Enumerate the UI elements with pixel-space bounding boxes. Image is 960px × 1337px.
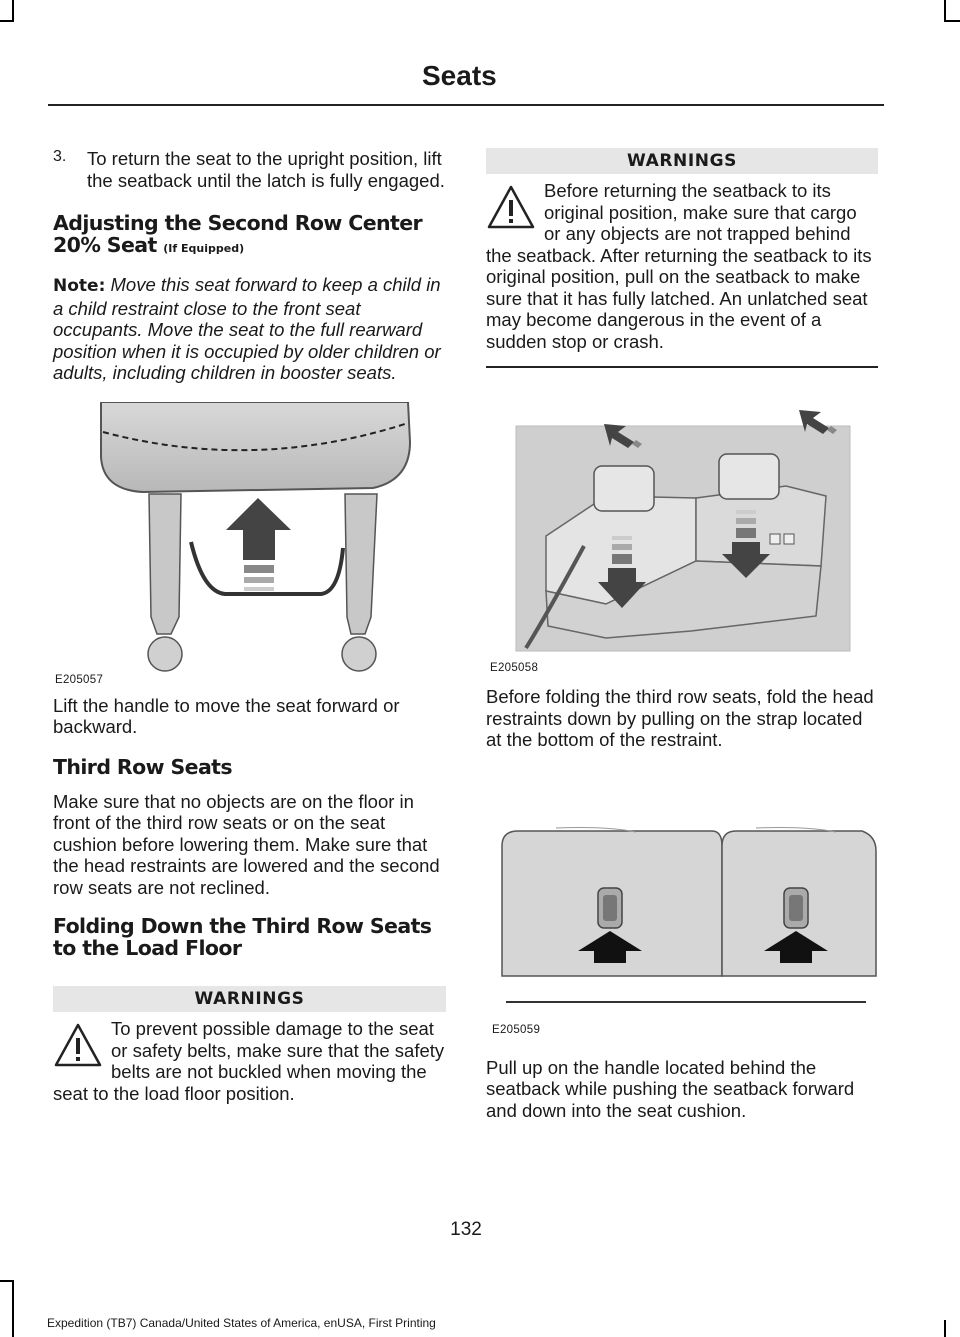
figure-code: E205059 (492, 1023, 541, 1036)
section-heading-second-row (53, 212, 446, 260)
warning-box (53, 986, 446, 1104)
left-column (53, 148, 446, 1104)
seatback-handles-illustration (486, 776, 878, 1040)
warning-box (486, 148, 878, 368)
section-qualifier: (If Equipped) (163, 242, 245, 255)
pull-paragraph: Pull up on the handle located behind the seatback while pushing the seatback forward and down into the seat cushion. (486, 1056, 855, 1121)
section-heading-third-row: Third Row Seats (53, 754, 232, 779)
warning-triangle-icon (53, 1022, 103, 1068)
figure-code: E205058 (490, 662, 539, 674)
warning-text: To prevent possible damage to the seat or safety belts, make sure that the safety belts are not buckled when moving the seat to the load floor position. (53, 1018, 445, 1104)
crop-mark (0, 20, 14, 22)
step-number: 3. (53, 148, 67, 165)
figure-seatback-handles (486, 776, 878, 1040)
right-column (486, 148, 878, 1121)
crop-mark (944, 1320, 946, 1337)
head-restraints-illustration (486, 386, 878, 668)
warning-text: Before returning the seatback to its original position, make sure that cargo or any objects are not trapped behind the seatback. After returning the seatback to its original position, pull on the seatback to make sure that it has fully latched. An unlatched seat may become dangerous in the event of a sudden stop or crash. (486, 180, 872, 352)
fold-paragraph: Before folding the third row seats, fold the head restraints down by pulling on the strap located at the bottom of the restraint. (486, 686, 874, 750)
crop-mark (944, 0, 946, 22)
step-text: To return the seat to the upright position, lift the seatback until the latch is fully engaged. (87, 148, 445, 191)
crop-mark (0, 1280, 14, 1282)
publication-footer: Expedition (TB7) Canada/United States of America, enUSA, First Printing (47, 1316, 436, 1330)
figure-code: E205057 (55, 673, 104, 686)
figure-seat-handle (53, 402, 446, 686)
lift-paragraph: Lift the handle to move the seat forward or backward. (53, 694, 400, 737)
page-number: 132 (450, 1219, 482, 1240)
figure-head-restraints (486, 386, 878, 674)
warning-heading: WARNINGS (53, 986, 446, 1012)
note-label: Note: (53, 276, 106, 296)
warning-body (53, 1018, 446, 1104)
crop-mark (944, 20, 960, 22)
header-divider (48, 104, 884, 106)
note-paragraph (53, 274, 446, 384)
crop-mark (12, 1280, 14, 1337)
third-row-paragraph: Make sure that no objects are on the floor in front of the third row seats or on the seat cushion before lowering them. Make sure that the head restraints are lowered and the second row seats are not reclined. (53, 790, 440, 898)
section-heading-folding: Folding Down the Third Row Seats to the Load Floor (53, 914, 432, 960)
step-3 (53, 148, 446, 191)
note-text: Move this seat forward to keep a child in a child restraint close to the front seat occupants. Move the seat to the full rearward position when it is occupied by older children or adults, including children in booster seats. (53, 274, 441, 383)
section-title: Adjusting the Second Row Center 20% Seat (53, 211, 423, 257)
crop-mark (12, 0, 14, 22)
warning-divider (486, 366, 878, 368)
warning-body (486, 180, 878, 352)
page-title: Seats (422, 60, 497, 91)
warning-heading: WARNINGS (486, 148, 878, 174)
seat-handle-illustration (53, 402, 446, 677)
warning-triangle-icon (486, 184, 536, 230)
